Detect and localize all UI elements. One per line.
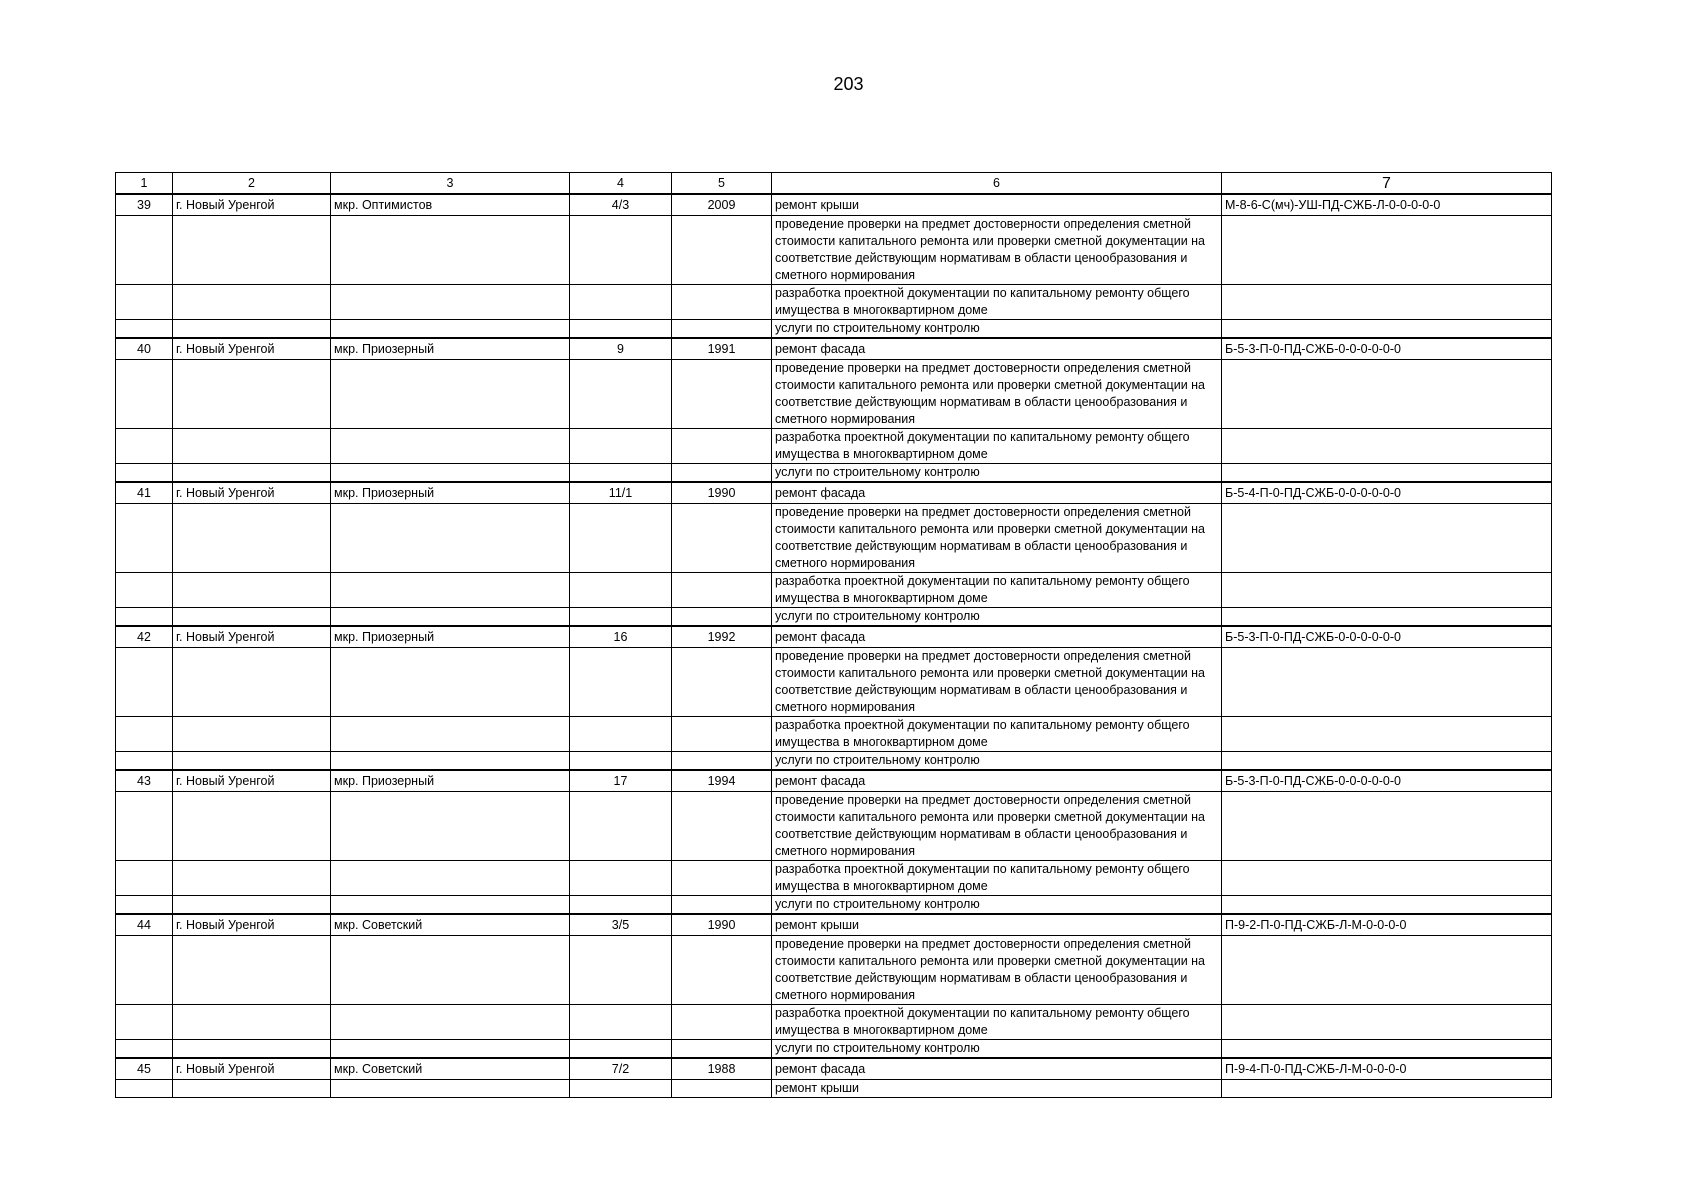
empty-cell — [1222, 429, 1552, 464]
empty-cell — [570, 896, 672, 915]
empty-cell — [331, 1040, 570, 1059]
empty-cell — [173, 216, 331, 285]
year-cell: 2009 — [672, 194, 772, 216]
empty-cell — [1222, 360, 1552, 429]
empty-cell — [116, 1005, 173, 1040]
house-number-cell: 17 — [570, 770, 672, 792]
empty-cell — [173, 285, 331, 320]
work-detail-cell: услуги по строительному контролю — [772, 896, 1222, 915]
empty-cell — [1222, 861, 1552, 896]
header-cell: 4 — [570, 173, 672, 195]
empty-cell — [672, 608, 772, 627]
empty-cell — [173, 752, 331, 771]
empty-cell — [173, 504, 331, 573]
year-cell: 1994 — [672, 770, 772, 792]
empty-cell — [1222, 320, 1552, 339]
work-detail-cell: проведение проверки на предмет достоверности определения сметной стоимости капитального ремонта или проверки сметной документации на соответствие действующим нормативам в области ценообразования и сметного нормирования — [772, 504, 1222, 573]
table-subrow — [116, 1005, 1552, 1040]
empty-cell — [331, 792, 570, 861]
empty-cell — [116, 936, 173, 1005]
empty-cell — [672, 792, 772, 861]
empty-cell — [116, 752, 173, 771]
empty-cell — [672, 504, 772, 573]
city-cell: г. Новый Уренгой — [173, 338, 331, 360]
work-detail-cell: проведение проверки на предмет достоверности определения сметной стоимости капитального ремонта или проверки сметной документации на соответствие действующим нормативам в области ценообразования и сметного нормирования — [772, 216, 1222, 285]
work-type-cell: ремонт фасада — [772, 482, 1222, 504]
empty-cell — [331, 464, 570, 483]
empty-cell — [173, 648, 331, 717]
empty-cell — [331, 861, 570, 896]
house-number-cell: 7/2 — [570, 1058, 672, 1080]
year-cell: 1992 — [672, 626, 772, 648]
work-detail-cell: услуги по строительному контролю — [772, 752, 1222, 771]
work-detail-cell: услуги по строительному контролю — [772, 464, 1222, 483]
row-number-cell: 45 — [116, 1058, 173, 1080]
empty-cell — [1222, 896, 1552, 915]
empty-cell — [331, 896, 570, 915]
work-type-cell: ремонт фасада — [772, 626, 1222, 648]
empty-cell — [331, 608, 570, 627]
empty-cell — [116, 360, 173, 429]
empty-cell — [570, 360, 672, 429]
year-cell: 1988 — [672, 1058, 772, 1080]
row-number-cell: 41 — [116, 482, 173, 504]
empty-cell — [570, 573, 672, 608]
building-code-cell: Б-5-3-П-0-ПД-СЖБ-0-0-0-0-0-0 — [1222, 770, 1552, 792]
work-detail-cell: разработка проектной документации по капитальному ремонту общего имущества в многоквартирном доме — [772, 429, 1222, 464]
work-detail-cell: проведение проверки на предмет достоверности определения сметной стоимости капитального ремонта или проверки сметной документации на соответствие действующим нормативам в области ценообразования и сметного нормирования — [772, 648, 1222, 717]
empty-cell — [1222, 648, 1552, 717]
building-code-cell: Б-5-3-П-0-ПД-СЖБ-0-0-0-0-0-0 — [1222, 338, 1552, 360]
empty-cell — [331, 1080, 570, 1098]
empty-cell — [331, 360, 570, 429]
empty-cell — [570, 285, 672, 320]
empty-cell — [116, 573, 173, 608]
empty-cell — [672, 360, 772, 429]
empty-cell — [570, 648, 672, 717]
work-detail-cell: разработка проектной документации по капитальному ремонту общего имущества в многоквартирном доме — [772, 573, 1222, 608]
empty-cell — [331, 320, 570, 339]
city-cell: г. Новый Уренгой — [173, 194, 331, 216]
work-detail-cell: услуги по строительному контролю — [772, 320, 1222, 339]
empty-cell — [331, 936, 570, 1005]
empty-cell — [672, 717, 772, 752]
table-row — [116, 338, 1552, 360]
empty-cell — [1222, 464, 1552, 483]
work-detail-cell: ремонт крыши — [772, 1080, 1222, 1098]
empty-cell — [672, 429, 772, 464]
district-cell: мкр. Советский — [331, 1058, 570, 1080]
empty-cell — [331, 429, 570, 464]
work-detail-cell: разработка проектной документации по капитальному ремонту общего имущества в многоквартирном доме — [772, 285, 1222, 320]
city-cell: г. Новый Уренгой — [173, 482, 331, 504]
empty-cell — [116, 861, 173, 896]
empty-cell — [331, 648, 570, 717]
work-type-cell: ремонт крыши — [772, 194, 1222, 216]
empty-cell — [116, 464, 173, 483]
work-detail-cell: проведение проверки на предмет достоверности определения сметной стоимости капитального ремонта или проверки сметной документации на соответствие действующим нормативам в области ценообразования и сметного нормирования — [772, 360, 1222, 429]
empty-cell — [1222, 752, 1552, 771]
district-cell: мкр. Приозерный — [331, 482, 570, 504]
empty-cell — [570, 320, 672, 339]
empty-cell — [570, 464, 672, 483]
empty-cell — [173, 896, 331, 915]
empty-cell — [173, 1005, 331, 1040]
work-type-cell: ремонт фасада — [772, 338, 1222, 360]
work-type-cell: ремонт фасада — [772, 1058, 1222, 1080]
header-cell: 2 — [173, 173, 331, 195]
row-number-cell: 42 — [116, 626, 173, 648]
house-number-cell: 3/5 — [570, 914, 672, 936]
empty-cell — [173, 608, 331, 627]
house-number-cell: 16 — [570, 626, 672, 648]
empty-cell — [116, 717, 173, 752]
empty-cell — [1222, 1080, 1552, 1098]
empty-cell — [672, 573, 772, 608]
table-subrow — [116, 752, 1552, 771]
table-subrow — [116, 285, 1552, 320]
work-detail-cell: услуги по строительному контролю — [772, 1040, 1222, 1059]
empty-cell — [1222, 1040, 1552, 1059]
empty-cell — [570, 752, 672, 771]
empty-cell — [116, 216, 173, 285]
table-row — [116, 194, 1552, 216]
empty-cell — [173, 1080, 331, 1098]
table-subrow — [116, 429, 1552, 464]
district-cell: мкр. Советский — [331, 914, 570, 936]
city-cell: г. Новый Уренгой — [173, 770, 331, 792]
table-subrow — [116, 504, 1552, 573]
empty-cell — [173, 464, 331, 483]
empty-cell — [1222, 608, 1552, 627]
empty-cell — [331, 573, 570, 608]
city-cell: г. Новый Уренгой — [173, 914, 331, 936]
empty-cell — [173, 320, 331, 339]
empty-cell — [116, 429, 173, 464]
table-subrow — [116, 360, 1552, 429]
table-subrow — [116, 1080, 1552, 1098]
empty-cell — [173, 573, 331, 608]
building-code-cell: П-9-4-П-0-ПД-СЖБ-Л-М-0-0-0-0 — [1222, 1058, 1552, 1080]
empty-cell — [116, 792, 173, 861]
house-number-cell: 4/3 — [570, 194, 672, 216]
header-cell: 3 — [331, 173, 570, 195]
empty-cell — [331, 216, 570, 285]
building-code-cell: Б-5-4-П-0-ПД-СЖБ-0-0-0-0-0-0 — [1222, 482, 1552, 504]
building-code-cell: Б-5-3-П-0-ПД-СЖБ-0-0-0-0-0-0 — [1222, 626, 1552, 648]
empty-cell — [672, 896, 772, 915]
district-cell: мкр. Приозерный — [331, 770, 570, 792]
empty-cell — [570, 608, 672, 627]
empty-cell — [116, 1080, 173, 1098]
row-number-cell: 43 — [116, 770, 173, 792]
district-cell: мкр. Приозерный — [331, 338, 570, 360]
table-subrow — [116, 717, 1552, 752]
table-subrow — [116, 573, 1552, 608]
empty-cell — [173, 360, 331, 429]
empty-cell — [570, 792, 672, 861]
table-row — [116, 770, 1552, 792]
empty-cell — [672, 1005, 772, 1040]
empty-cell — [1222, 1005, 1552, 1040]
work-type-cell: ремонт крыши — [772, 914, 1222, 936]
building-code-cell: М-8-6-С(мч)-УШ-ПД-СЖБ-Л-0-0-0-0-0 — [1222, 194, 1552, 216]
empty-cell — [173, 861, 331, 896]
row-number-cell: 40 — [116, 338, 173, 360]
empty-cell — [173, 1040, 331, 1059]
empty-cell — [672, 1040, 772, 1059]
empty-cell — [116, 504, 173, 573]
empty-cell — [116, 285, 173, 320]
work-detail-cell: проведение проверки на предмет достоверности определения сметной стоимости капитального ремонта или проверки сметной документации на соответствие действующим нормативам в области ценообразования и сметного нормирования — [772, 936, 1222, 1005]
empty-cell — [570, 717, 672, 752]
empty-cell — [570, 936, 672, 1005]
empty-cell — [116, 608, 173, 627]
table-subrow — [116, 792, 1552, 861]
empty-cell — [570, 216, 672, 285]
table-row — [116, 482, 1552, 504]
work-type-cell: ремонт фасада — [772, 770, 1222, 792]
empty-cell — [672, 320, 772, 339]
empty-cell — [331, 1005, 570, 1040]
empty-cell — [672, 752, 772, 771]
empty-cell — [1222, 936, 1552, 1005]
table-subrow — [116, 896, 1552, 915]
empty-cell — [672, 464, 772, 483]
empty-cell — [331, 285, 570, 320]
row-number-cell: 44 — [116, 914, 173, 936]
empty-cell — [672, 936, 772, 1005]
district-cell: мкр. Приозерный — [331, 626, 570, 648]
year-cell: 1991 — [672, 338, 772, 360]
work-detail-cell: разработка проектной документации по капитальному ремонту общего имущества в многоквартирном доме — [772, 717, 1222, 752]
empty-cell — [116, 1040, 173, 1059]
capital-repair-table — [115, 172, 1552, 1098]
empty-cell — [672, 861, 772, 896]
building-code-cell: П-9-2-П-0-ПД-СЖБ-Л-М-0-0-0-0 — [1222, 914, 1552, 936]
table-row — [116, 626, 1552, 648]
empty-cell — [173, 429, 331, 464]
work-detail-cell: разработка проектной документации по капитальному ремонту общего имущества в многоквартирном доме — [772, 861, 1222, 896]
table-subrow — [116, 936, 1552, 1005]
table-subrow — [116, 1040, 1552, 1059]
header-cell: 7 — [1222, 173, 1552, 195]
row-number-cell: 39 — [116, 194, 173, 216]
empty-cell — [116, 648, 173, 717]
header-cell: 5 — [672, 173, 772, 195]
empty-cell — [570, 1040, 672, 1059]
city-cell: г. Новый Уренгой — [173, 626, 331, 648]
work-detail-cell: проведение проверки на предмет достоверности определения сметной стоимости капитального ремонта или проверки сметной документации на соответствие действующим нормативам в области ценообразования и сметного нормирования — [772, 792, 1222, 861]
table-header-row — [116, 173, 1552, 195]
table-subrow — [116, 861, 1552, 896]
table-row — [116, 1058, 1552, 1080]
table-subrow — [116, 648, 1552, 717]
empty-cell — [173, 717, 331, 752]
house-number-cell: 9 — [570, 338, 672, 360]
empty-cell — [331, 717, 570, 752]
empty-cell — [1222, 792, 1552, 861]
header-cell: 6 — [772, 173, 1222, 195]
empty-cell — [672, 216, 772, 285]
empty-cell — [1222, 717, 1552, 752]
empty-cell — [1222, 573, 1552, 608]
year-cell: 1990 — [672, 914, 772, 936]
district-cell: мкр. Оптимистов — [331, 194, 570, 216]
empty-cell — [331, 752, 570, 771]
header-cell: 1 — [116, 173, 173, 195]
table-subrow — [116, 320, 1552, 339]
empty-cell — [570, 861, 672, 896]
empty-cell — [331, 504, 570, 573]
work-detail-cell: услуги по строительному контролю — [772, 608, 1222, 627]
empty-cell — [570, 1005, 672, 1040]
table-subrow — [116, 464, 1552, 483]
empty-cell — [672, 648, 772, 717]
empty-cell — [672, 1080, 772, 1098]
work-detail-cell: разработка проектной документации по капитальному ремонту общего имущества в многоквартирном доме — [772, 1005, 1222, 1040]
empty-cell — [1222, 216, 1552, 285]
empty-cell — [116, 320, 173, 339]
table-subrow — [116, 608, 1552, 627]
table-row — [116, 914, 1552, 936]
year-cell: 1990 — [672, 482, 772, 504]
empty-cell — [173, 792, 331, 861]
page-number: 203 — [833, 74, 864, 94]
table-subrow — [116, 216, 1552, 285]
empty-cell — [1222, 504, 1552, 573]
empty-cell — [672, 285, 772, 320]
empty-cell — [116, 896, 173, 915]
empty-cell — [570, 429, 672, 464]
empty-cell — [570, 504, 672, 573]
empty-cell — [173, 936, 331, 1005]
house-number-cell: 11/1 — [570, 482, 672, 504]
city-cell: г. Новый Уренгой — [173, 1058, 331, 1080]
empty-cell — [570, 1080, 672, 1098]
empty-cell — [1222, 285, 1552, 320]
